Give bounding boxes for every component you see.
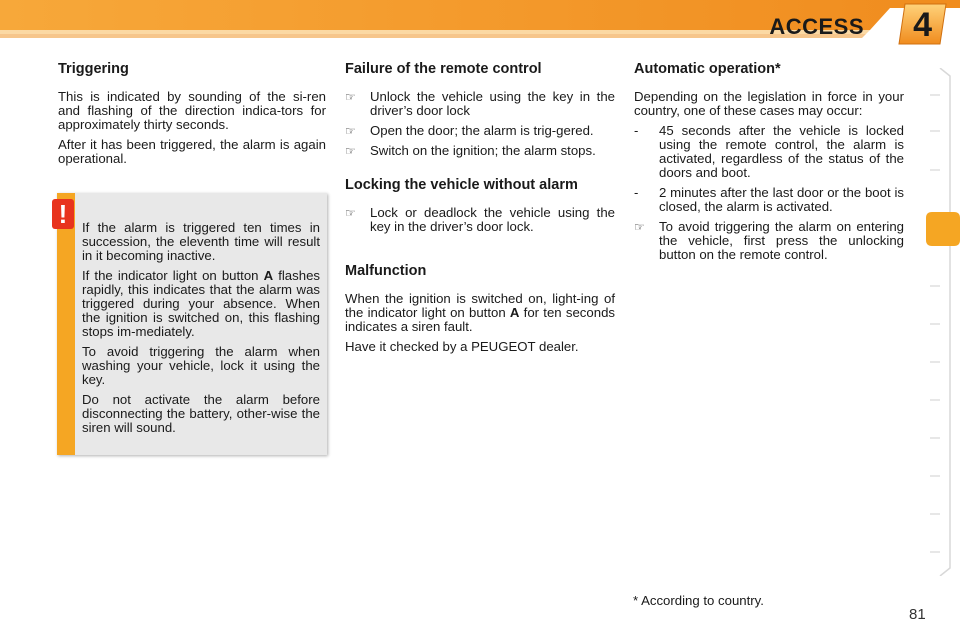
page-number: 81 [909, 606, 926, 623]
warning-paragraph-4: Do not activate the alarm before disconnecting the battery, other-wise the siren will sound. [82, 392, 320, 435]
pointing-hand-icon: ☞ [345, 144, 356, 158]
warning-paragraph-1: If the alarm is triggered ten times in succession, the eleventh time will result in it becoming inactive. [82, 220, 320, 263]
pointing-hand-icon: ☞ [634, 220, 645, 234]
list-item: ☞ Open the door; the alarm is trig-gered. [345, 123, 594, 138]
warning-paragraph-3: To avoid triggering the alarm when washing your vehicle, lock it using the key. [82, 344, 320, 387]
heading-failure-remote: Failure of the remote control [345, 61, 542, 77]
list-item: ☞ Switch on the ignition; the alarm stops. [345, 143, 596, 158]
section-title: ACCESS [769, 14, 864, 39]
warning-box [57, 193, 327, 455]
list-item: ☞ Unlock the vehicle using the key in the driver’s door lock [345, 89, 615, 118]
warning-content [82, 221, 320, 441]
heading-triggering: Triggering [58, 61, 129, 77]
exclamation-warning-icon: ! [52, 199, 74, 229]
pointing-hand-icon: ☞ [345, 124, 356, 138]
triggering-paragraph-1: This is indicated by sounding of the si-ren and flashing of the direction indica-tors for approximately thirty seconds. [58, 89, 326, 132]
locking-steps-list [345, 206, 615, 234]
dash-bullet: - [634, 185, 639, 200]
column-remote-control [345, 62, 615, 360]
malfunction-paragraph-1: When the ignition is switched on, light-ing of the indicator light on button A for ten seconds indicates a siren fault. [345, 291, 615, 334]
failure-steps-list [345, 90, 615, 158]
chapter-side-tabs [926, 68, 960, 576]
list-item: ☞ To avoid triggering the alarm on entering the vehicle, first press the unlocking button on the remote control. [634, 219, 904, 262]
dash-bullet: - [634, 123, 639, 138]
pointing-hand-icon: ☞ [345, 206, 356, 220]
automatic-cases-list [634, 124, 904, 214]
column-triggering [58, 62, 326, 172]
button-a-label: A [509, 305, 520, 320]
malfunction-paragraph-2: Have it checked by a PEUGEOT dealer. [345, 339, 579, 354]
chapter-number: 4 [913, 6, 932, 44]
list-item: - 2 minutes after the last door or the boot is closed, the alarm is activated. [634, 185, 904, 214]
button-a-label: A [263, 268, 274, 283]
automatic-intro: Depending on the legislation in force in your country, one of these cases may occur: [634, 89, 904, 118]
pointing-hand-icon: ☞ [345, 90, 356, 104]
list-item: ☞ Lock or deadlock the vehicle using the key in the driver’s door lock. [345, 205, 615, 234]
column-automatic-operation [634, 62, 904, 268]
footnote: * According to country. [633, 593, 764, 608]
heading-malfunction: Malfunction [345, 263, 427, 279]
automatic-tip-list [634, 220, 904, 262]
warning-paragraph-2: If the indicator light on button A flashes rapidly, this indicates that the alarm was triggered during your absence. When the ignition is switched on, this flashing stops im-mediately. [82, 268, 321, 339]
heading-locking-without-alarm: Locking the vehicle without alarm [345, 177, 578, 193]
heading-automatic-operation: Automatic operation* [634, 61, 781, 77]
list-item: - 45 seconds after the vehicle is locked using the remote control, the alarm is activated, regardless of the status of the doors and boot. [634, 123, 904, 180]
triggering-paragraph-2: After it has been triggered, the alarm is again operational. [58, 137, 326, 166]
warning-stripe [57, 193, 75, 455]
